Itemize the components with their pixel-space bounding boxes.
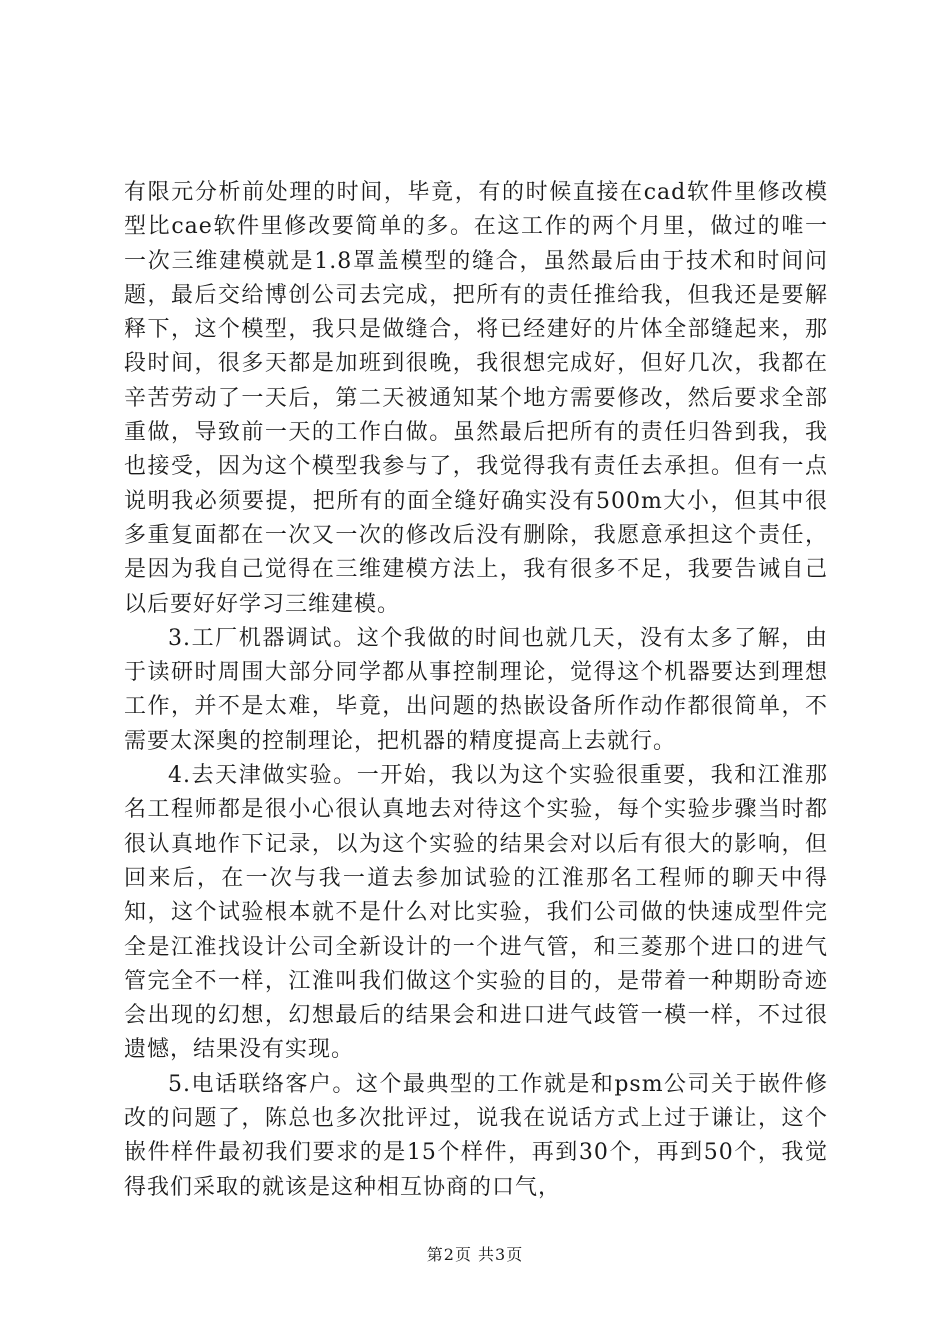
paragraph-item-3: 3.工厂机器调试。这个我做的时间也就几天，没有太多了解，由于读研时周围大部分同学都从事控制理论，觉得这个机器要达到理想工作，并不是太难，毕竟，出问题的热嵌设备所作动作都很简单，不需要太深奥的控制理论，把机器的精度提高上去就行。 xyxy=(124,625,828,754)
paragraph-item-4: 4.去天津做实验。一开始，我以为这个实验很重要，我和江淮那名工程师都是很小心很认真地去对待这个实验，每个实验步骤当时都很认真地作下记录，以为这个实验的结果会对以后有很大的影响，但回来后，在一次与我一道去参加试验的江淮那名工程师的聊天中得知，这个试验根本就不是什么对比实验，我们公司做的快速成型件完全是江淮找设计公司全新设计的一个进气管，和三菱那个进口的进气管完全不一样，江淮叫我们做这个实验的目的，是带着一种期盼奇迹会出现的幻想，幻想最后的结果会和进口进气歧管一模一样，不过很遗憾，结果没有实现。 xyxy=(124,763,828,1063)
paragraph-continuation: 有限元分析前处理的时间，毕竟，有的时候直接在cad软件里修改模型比cae软件里修改要简单的多。在这工作的两个月里，做过的唯一一次三维建模就是1.8罩盖模型的缝合，虽然最后由于技术和时间问题，最后交给博创公司去完成，把所有的责任推给我，但我还是要解释下，这个模型，我只是做缝合，将已经建好的片体全部缝起来，那段时间，很多天都是加班到很晚，我很想完成好，但好几次，我都在辛苦劳动了一天后，第二天被通知某个地方需要修改，然后要求全部重做，导致前一天的工作白做。虽然最后把所有的责任归咎到我，我也接受，因为这个模型我参与了，我觉得我有责任去承担。但有一点说明我必须要提，把所有的面全缝好确实没有500m大小，但其中很多重复面都在一次又一次的修改后没有删除，我愿意承担这个责任，是因为我自己觉得在三维建模方法上，我有很多不足，我要告诫自己以后要好好学习三维建模。 xyxy=(124,180,828,617)
paragraph-item-5: 5.电话联络客户。这个最典型的工作就是和psm公司关于嵌件修改的问题了，陈总也多次批评过，说我在说话方式上过于谦让，这个嵌件样件最初我们要求的是15个样件，再到30个，再到50个，我觉得我们采取的就该是这种相互协商的口气， xyxy=(124,1071,828,1200)
document-body xyxy=(124,176,828,1205)
page-footer: 第2页 共3页 xyxy=(426,1245,524,1264)
